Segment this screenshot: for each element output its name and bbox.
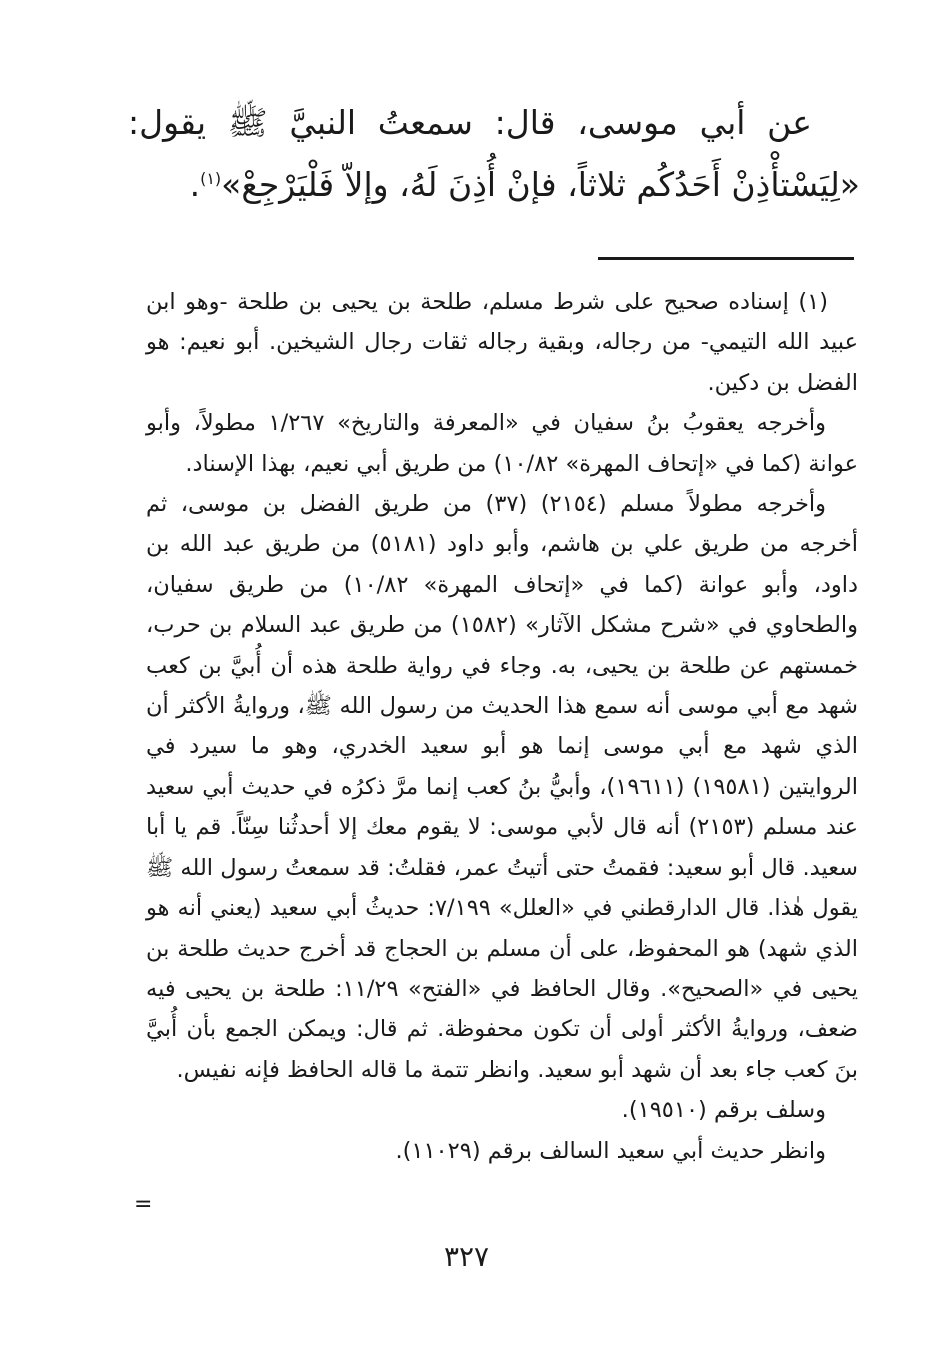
page-number: ٣٢٧ xyxy=(443,1240,490,1273)
footnote-paragraph-salaf: وسلف برقم (١٩٥١٠). xyxy=(621,1097,826,1124)
footnotes-block xyxy=(146,282,858,1171)
footnote-separator-line xyxy=(598,257,854,260)
hadith-text-block xyxy=(128,92,860,216)
continuation-mark: = xyxy=(134,1192,153,1217)
footnote-1-paragraph: (١) إسناده صحيح على شرط مسلم، طلحة بن يحيى بن طلحة -وهو ابن عبيد الله التيمي- من رجاله، وبقية رجاله ثقات رجال الشيخين. أبو نعيم: هو الفضل بن دكين. xyxy=(146,289,858,396)
footnote-paragraph-yaqub: وأخرجه يعقوبُ بنُ سفيان في «المعرفة والتاريخ» ١/٢٦٧ مطولاً، وأبو عوانة (كما في «إتحاف المهرة» ١٠/٨٢) من طريق أبي نعيم، بهذا الإسناد. xyxy=(146,410,858,477)
footnote-reference: (١) xyxy=(200,169,222,188)
footnote-paragraph-anzur: وانظر حديث أبي سعيد السالف برقم (١١٠٢٩). xyxy=(395,1137,826,1164)
hadith-paragraph xyxy=(128,92,860,216)
footnote-paragraph-muslim: وأخرجه مطولاً مسلم (٢١٥٤) (٣٧) من طريق الفضل بن موسى، ثم أخرجه من طريق علي بن هاشم، وأبو داود (٥١٨١) من طريق عبد الله بن داود، وأبو عوانة (كما في «إتحاف المهرة» ١٠/٨٢) من طريق سفيان، والطحاوي في «شرح مشكل الآثار» (١٥٨٢) من طريق عبد السلام بن حرب، خمستهم عن طلحة بن يحيى، به. وجاء في رواية طلحة هذه أن أُبيَّ بن كعب شهد مع أبي موسى أنه سمع هذا الحديث من رسول الله ﷺ، وروايةُ الأكثر أن الذي شهد مع أبي موسى إنما هو أبو سعيد الخدري، وهو ما سيرد في الروايتين (١٩٥٨١) (١٩٦١١)، وأبيُّ بنُ كعب إنما مرَّ ذكرُه في حديث أبي سعيد عند مسلم (٢١٥٣) أنه قال لأبي موسى: لا يقوم معك إلا أحدثُنا سِنّاً. قم يا أبا سعيد. قال أبو سعيد: فقمتُ حتى أتيتُ عمر، فقلتُ: قد سمعتُ رسول الله ﷺ يقول هٰذا. قال الدارقطني في «العلل» ٧/١٩٩: حديثُ أبي سعيد (يعني أنه هو الذي شهد) هو المحفوظ، على أن مسلم بن الحجاج قد أخرج حديث طلحة بن يحيى في «الصحيح». وقال الحافظ في «الفتح» ١١/٢٩: طلحة بن يحيى فيه ضعف، وروايةُ الأكثر أولى أن تكون محفوظة. ثم قال: ويمكن الجمع بأن أُبيَّ بنَ كعب جاء بعد أن شهد أبو سعيد. وانظر تتمة ما قاله الحافظ فإنه نفيس. xyxy=(146,491,859,1083)
hadith-text: عن أبي موسى، قال: سمعتُ النبيَّ ﷺ يقول: «لِيَسْتأْذِنْ أَحَدُكُم ثلاثاً، فإنْ أُذِنَ لَهُ، وإلاّ فَلْيَرْجِعْ» xyxy=(128,103,860,204)
hadith-end-punctuation: . xyxy=(189,165,201,204)
